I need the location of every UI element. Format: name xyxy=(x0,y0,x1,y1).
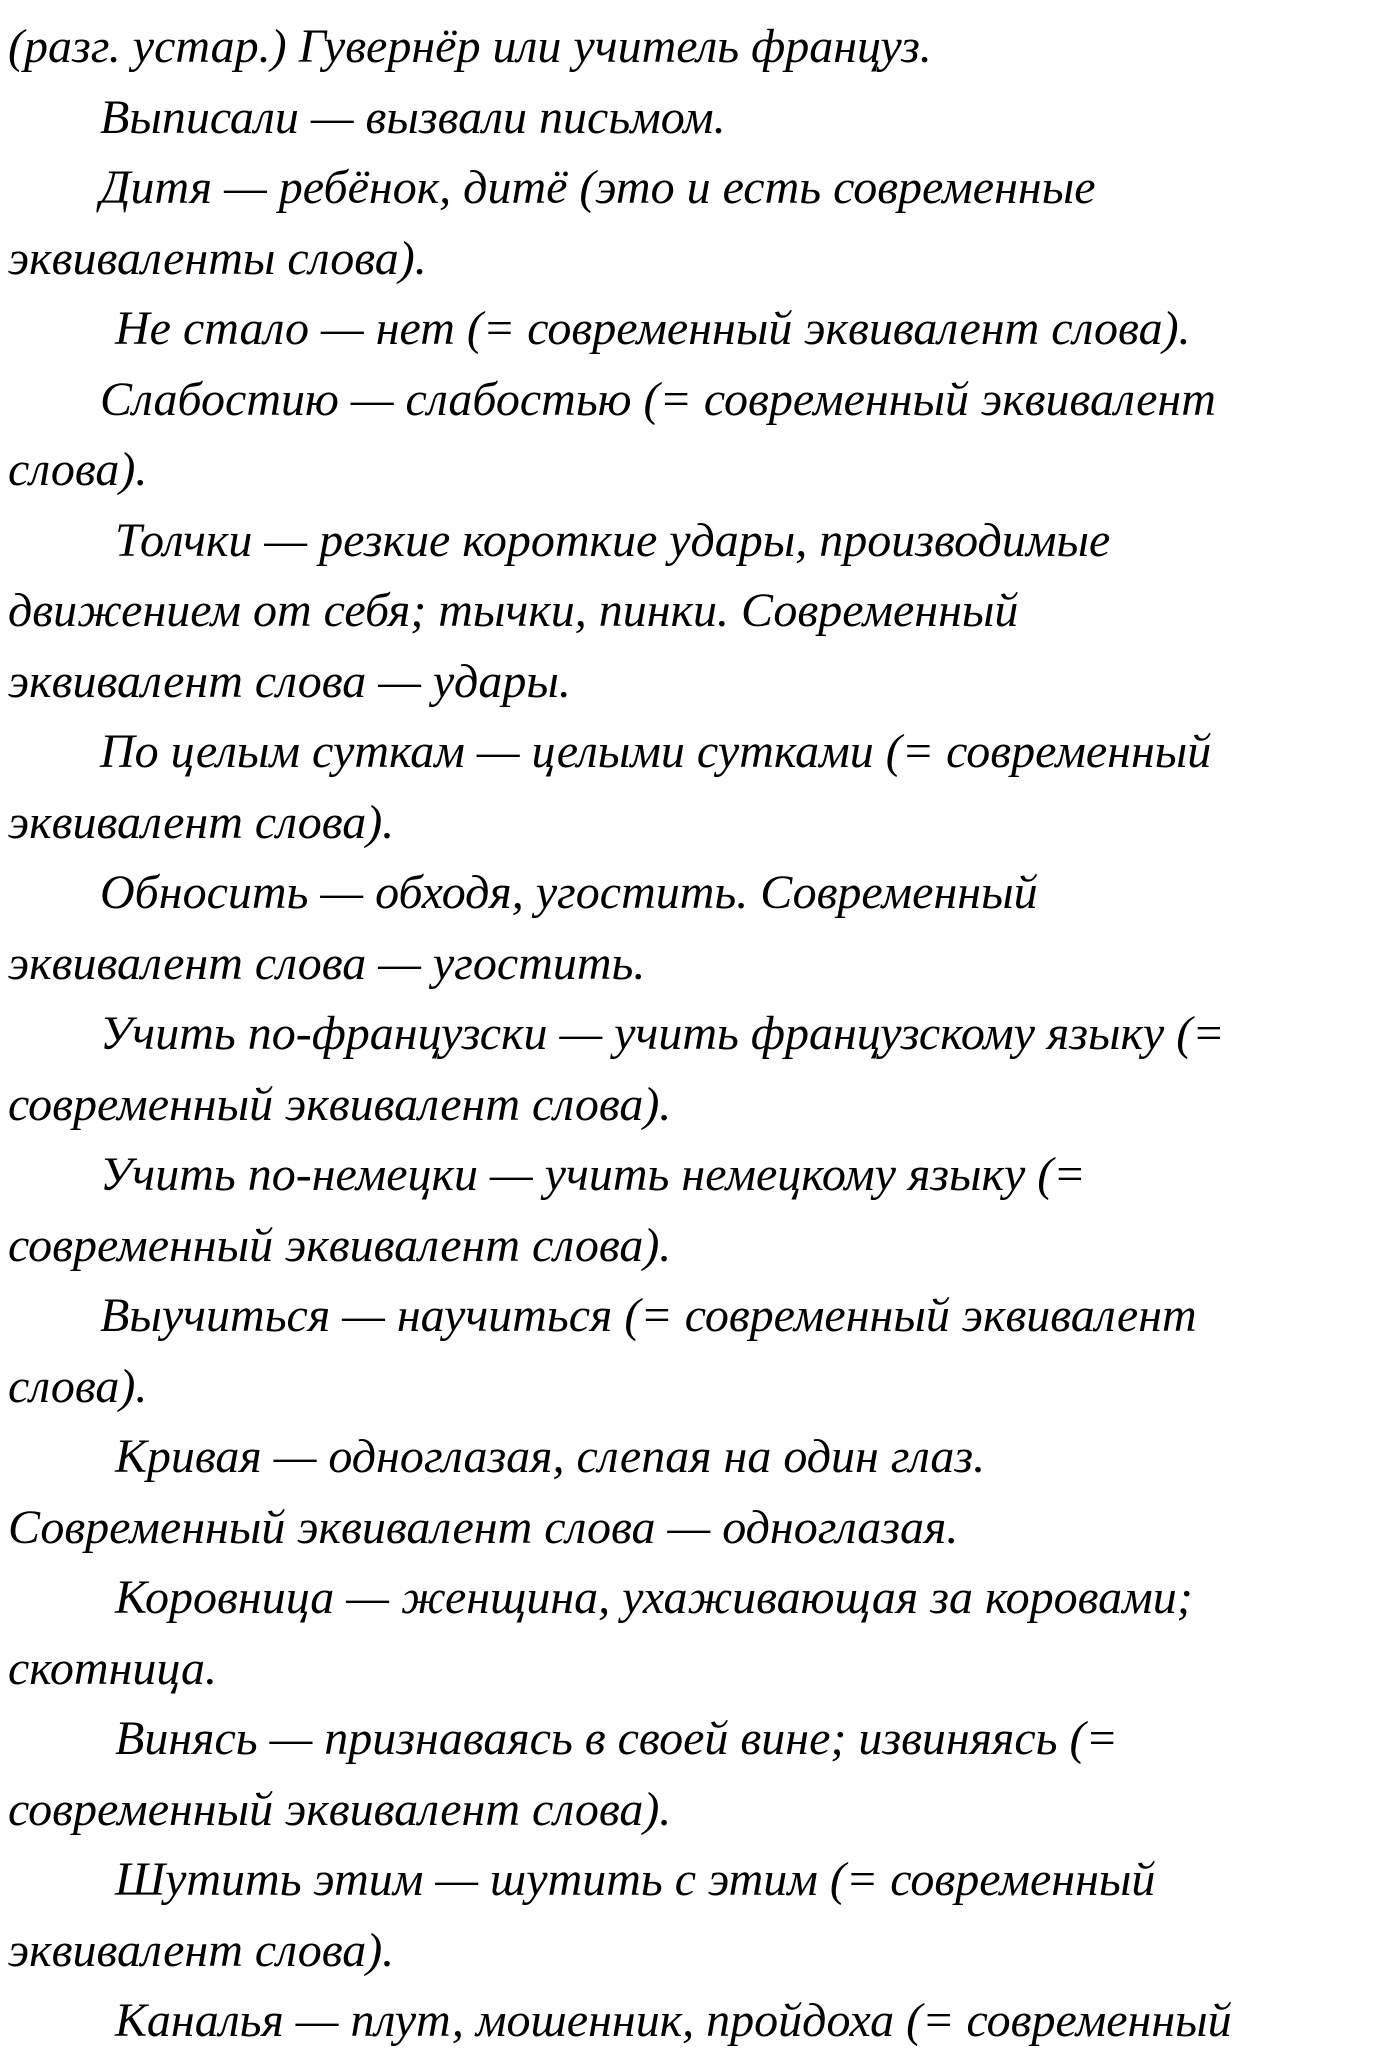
text-line: слова). xyxy=(8,443,148,496)
text-line: Современный эквивалент слова — одноглазая. xyxy=(8,1500,959,1554)
text-line: Выучиться — научиться (= современный эквивалент xyxy=(100,1289,1197,1342)
text-line: Кривая — одноглазая, слепая на один глаз. xyxy=(115,1430,986,1483)
text-line: эквивалент слова). xyxy=(8,1923,395,1977)
text-line: Дитя — ребёнок, дитё (это и есть современные xyxy=(100,161,1096,214)
text-line: Шутить этим — шутить с этим (= современный xyxy=(115,1853,1156,1906)
text-line: Коровница — женщина, ухаживающая за коровами; xyxy=(115,1571,1193,1624)
text-line: эквивалент слова). xyxy=(8,795,395,849)
text-line: слова). xyxy=(8,1359,148,1413)
text-line: скотница. xyxy=(8,1641,217,1695)
text-line: По целым суткам — целыми сутками (= современный xyxy=(100,725,1212,778)
text-line: современный эквивалент слова). xyxy=(8,1782,672,1836)
text-line: движением от себя; тычки, пинки. Современный xyxy=(8,584,1019,637)
text-line: эквивалент слова — удары. xyxy=(8,654,571,708)
text-line: Учить по-французски — учить французскому языку (= xyxy=(100,1007,1225,1060)
text-line: Выписали — вызвали письмом. xyxy=(100,90,726,144)
text-line: Учить по-немецки — учить немецкому языку (= xyxy=(100,1148,1086,1201)
text-line: Слабостию — слабостью (= современный эквивалент xyxy=(100,372,1216,426)
text-line: (разг. устар.) Гувернёр или учитель француз. xyxy=(8,20,932,73)
text-line: современный эквивалент слова). xyxy=(8,1077,672,1131)
text-line: Каналья — плут, мошенник, пройдоха (= современный xyxy=(115,1994,1232,2047)
document-page xyxy=(8,12,1392,2057)
text-line: Обносить — обходя, угостить. Современный xyxy=(100,866,1038,919)
text-line: Толчки — резкие короткие удары, производимые xyxy=(115,513,1111,567)
text-line: эквиваленты слова). xyxy=(8,231,427,285)
text-line: современный эквивалент слова). xyxy=(8,1218,672,1272)
text-line: эквивалент слова — угостить. xyxy=(8,936,646,990)
text-line: Не стало — нет (= современный эквивалент слова). xyxy=(115,302,1191,355)
text-line: Винясь — признаваясь в своей вине; извиняясь (= xyxy=(115,1712,1118,1765)
